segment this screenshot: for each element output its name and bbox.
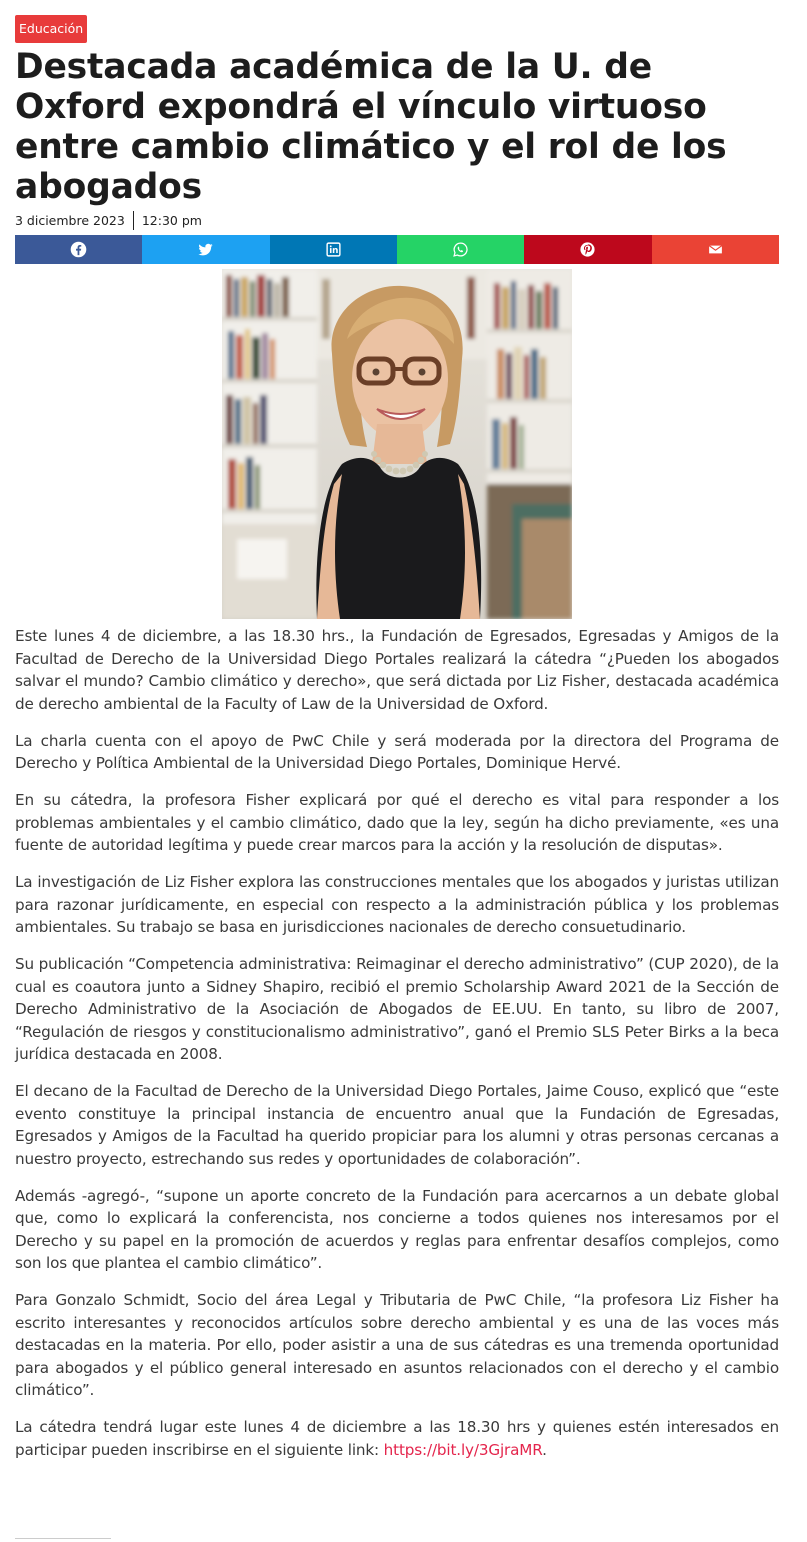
divider xyxy=(15,1538,111,1539)
share-email-button[interactable] xyxy=(652,235,779,264)
paragraph: En su cátedra, la profesora Fisher explicará por qué el derecho es vital para responder a los problemas ambientales y el cambio climático, dado que la ley, según ha dicho previamente, «es una fuente de autoridad legítima y puede crear marcos para la acción y la resolución de disputas». xyxy=(15,791,779,854)
paragraph: El decano de la Facultad de Derecho de la Universidad Diego Portales, Jaime Couso, explicó que “este evento constituye la principal instancia de encuentro anual que la Fundación de Egresadas, Egresados y Amigos de la Facultad ha querido propiciar para los alumni y otras personas cercanas a nuestro proyecto, estrechando sus redes y oportunidades de colaboración”. xyxy=(15,1082,779,1168)
envelope-icon xyxy=(707,241,724,258)
article-date: 3 diciembre 2023 xyxy=(15,212,125,228)
portrait-image xyxy=(222,269,572,619)
paragraph: Este lunes 4 de diciembre, a las 18.30 hrs., la Fundación de Egresados, Egresadas y Amigos de la Facultad de Derecho de la Universidad Diego Portales realizará la cátedra “¿Pueden los abogados salvar el mundo? Cambio climático y derecho», que será dictada por Liz Fisher, destacada académica de derecho ambiental de la Faculty of Law de la Universidad de Oxford. xyxy=(15,627,779,713)
article-title: Destacada académica de la U. de Oxford expondrá el vínculo virtuoso entre cambio climático y el rol de los abogados xyxy=(15,47,727,207)
linkedin-icon xyxy=(325,241,342,258)
paragraph: Además -agregó-, “supone un aporte concreto de la Fundación para acercarnos a un debate global que, como lo explicará la conferencista, nos concierne a todos quienes nos interesamos por el Derecho y su papel en la promoción de acuerdos y reglas para enfrentar desafíos complejos, como son los que plantea el cambio climático”. xyxy=(15,1186,779,1272)
twitter-icon xyxy=(197,241,214,258)
paragraph: Su publicación “Competencia administrativa: Reimaginar el derecho administrativo” (CUP 2020), de la cual es coautora junto a Sidney Shapiro, recibió el premio Scholarship Award 2021 de la Sección de Derecho Administrativo de la Asociación de Abogados de EE.UU. En tanto, su libro de 2007, “Regulación de riesgos y constitucionalismo administrativo”, ganó el Premio SLS Peter Birks a la beca jurídica destacada en 2008. xyxy=(15,955,779,1063)
pinterest-icon xyxy=(579,241,596,258)
facebook-icon xyxy=(70,241,87,258)
share-pinterest-button[interactable] xyxy=(524,235,651,264)
meta-divider xyxy=(133,211,134,230)
whatsapp-icon xyxy=(452,241,469,258)
registration-link[interactable]: https://bit.ly/3GjraMR xyxy=(383,1440,543,1459)
share-linkedin-button[interactable] xyxy=(270,235,397,264)
share-facebook-button[interactable] xyxy=(15,235,142,264)
paragraph: La charla cuenta con el apoyo de PwC Chile y será moderada por la directora del Programa de Derecho y Política Ambiental de la Universidad Diego Portales, Dominique Hervé. xyxy=(15,731,779,772)
share-whatsapp-button[interactable] xyxy=(397,235,524,264)
paragraph-text: La cátedra tendrá lugar este lunes 4 de diciembre a las 18.30 hrs y quienes estén interesados en participar pueden inscribirse en el siguiente link: xyxy=(15,1418,779,1459)
article-body xyxy=(15,625,779,1476)
category-badge[interactable]: Educación xyxy=(15,15,87,43)
paragraph: La investigación de Liz Fisher explora las construcciones mentales que los abogados y juristas utilizan para razonar jurídicamente, en especial con respecto a la administración pública y los problemas ambientales. Su trabajo se basa en jurisdicciones nacionales de derecho consuetudinario. xyxy=(15,873,779,936)
share-bar xyxy=(15,235,779,264)
paragraph-last xyxy=(15,1416,779,1461)
share-twitter-button[interactable] xyxy=(142,235,269,264)
paragraph: Para Gonzalo Schmidt, Socio del área Legal y Tributaria de PwC Chile, “la profesora Liz Fisher ha escrito interesantes y reconocidos artículos sobre derecho ambiental y es una de las voces más destacadas en la materia. Por ello, poder asistir a una de sus cátedras es una tremenda oportunidad para abogados y el público general interesado en asuntos relacionados con el derecho y el cambio climático”. xyxy=(15,1291,779,1399)
paragraph-end: . xyxy=(542,1440,547,1459)
article-meta xyxy=(15,210,202,230)
article-time: 12:30 pm xyxy=(141,212,202,228)
article-photo xyxy=(222,269,572,619)
